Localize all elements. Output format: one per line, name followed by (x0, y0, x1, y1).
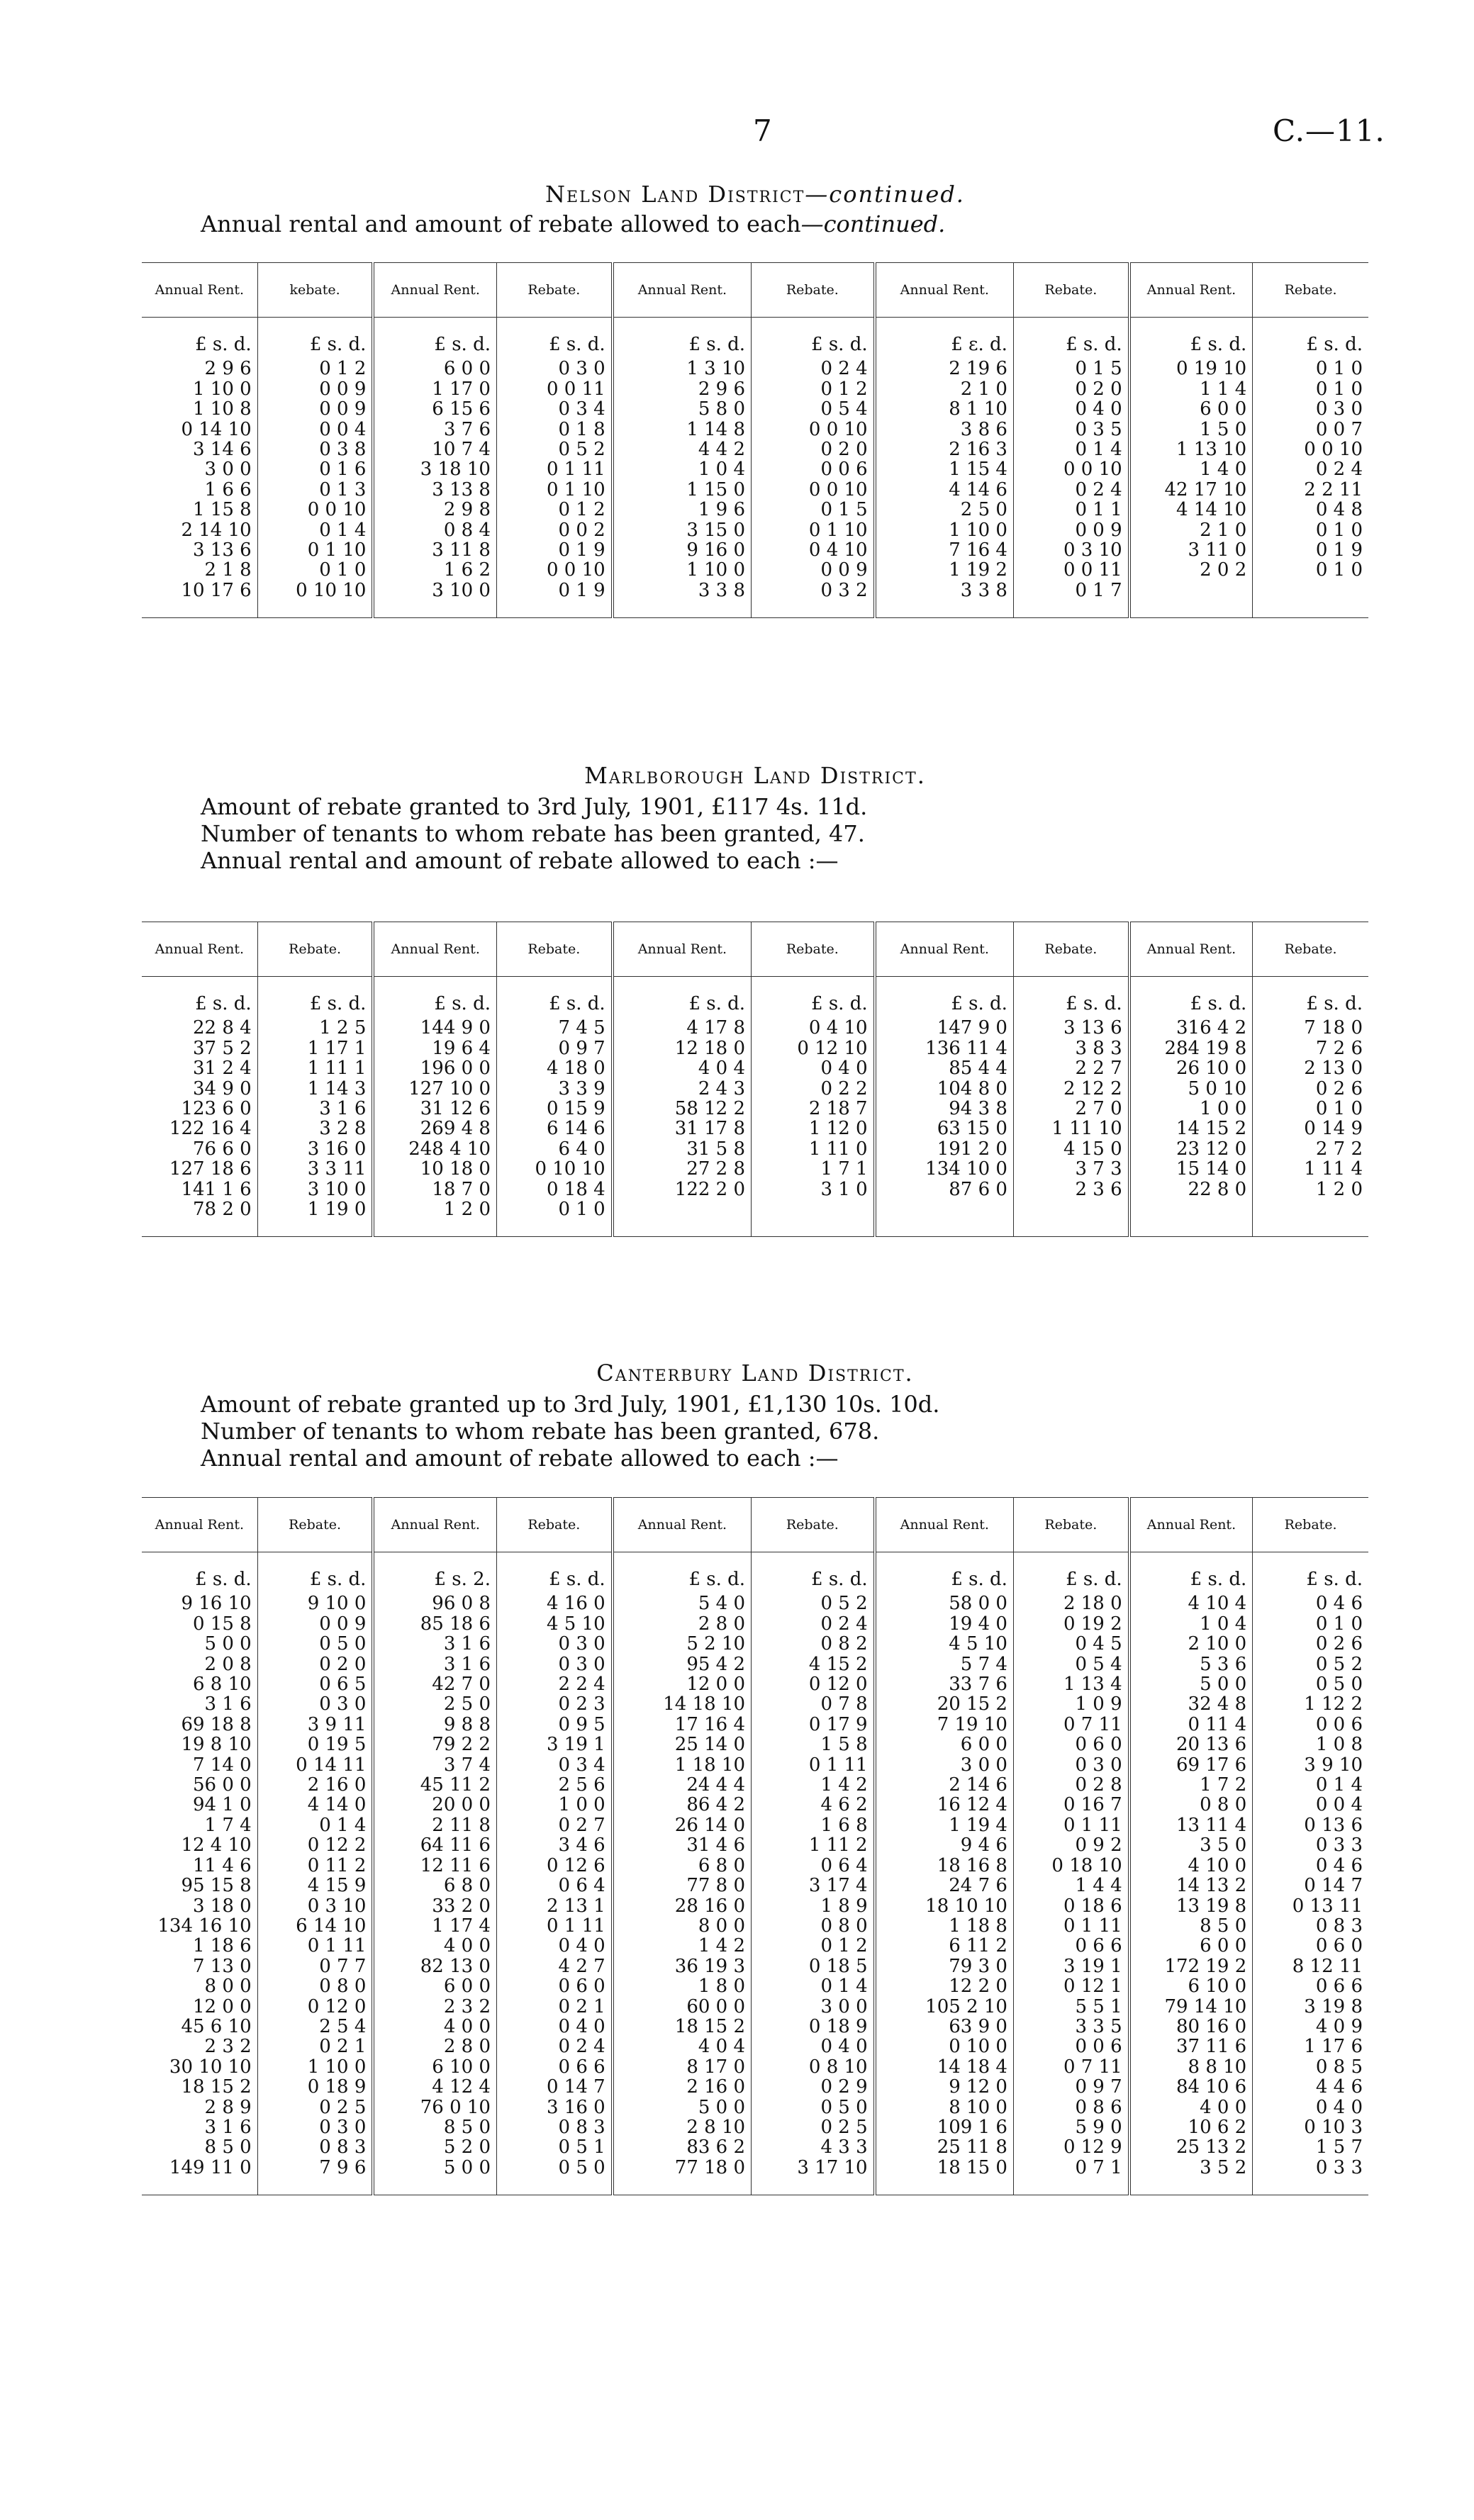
column-header: Rebate. (1253, 922, 1368, 977)
unit-label: £ s. d. (1253, 1552, 1368, 1590)
unit-label: £ s. d. (613, 318, 752, 355)
column-header: Annual Rent. (373, 263, 496, 318)
unit-label: £ s. d. (257, 977, 373, 1014)
column-header: Annual Rent. (142, 1498, 257, 1552)
unit-label: £ s. d. (752, 318, 875, 355)
nelson-table (142, 262, 1368, 618)
column-header: Rebate. (496, 1498, 612, 1552)
annual-rent-column: 96 0 8 85 18 6 3 1 6 3 1 6 42 7 0 2 5 0 9 8 8 79 2 2 3 7 4 45 11 2 20 0 0 2 11 8 64 11 6 12 11 6 6 8 0 33 2 0 1 17 4 4 0 0 82 13 0 6 0 0 2 3 2 4 0 0 2 8 0 6 10 0 4 12 4 76 0 10 8 5 0 5 2 0 5 0 0 (373, 1589, 496, 2195)
column-header: Rebate. (1013, 922, 1129, 977)
rebate-column: 0 4 10 0 12 10 0 4 0 0 2 2 2 18 7 1 12 0 1 11 0 1 7 1 3 1 0 (752, 1014, 875, 1237)
unit-label: £ s. d. (1253, 318, 1368, 355)
annual-rent-column: 5 4 0 2 8 0 5 2 10 95 4 2 12 0 0 14 18 10 17 16 4 25 14 0 1 18 10 24 4 4 86 4 2 26 14 0 31 4 6 6 8 0 77 8 0 28 16 0 8 0 0 1 4 2 36 19 3 1 8 0 60 0 0 18 15 2 4 0 4 8 17 0 2 16 0 5 0 0 2 8 10 83 6 2 77 18 0 (613, 1589, 752, 2195)
rebate-column: 4 16 0 4 5 10 0 3 0 0 3 0 2 2 4 0 2 3 0 9 5 3 19 1 0 3 4 2 5 6 1 0 0 0 2 7 3 4 6 0 12 6 0 6 4 2 13 1 0 1 11 0 4 0 4 2 7 0 6 0 0 2 1 0 4 0 0 2 4 0 6 6 0 14 7 3 16 0 0 8 3 0 5 1 0 5 0 (496, 1589, 612, 2195)
marlborough-line-2: Number of tenants to whom rebate has been granted, 47. (201, 820, 865, 847)
column-header: Rebate. (1253, 1498, 1368, 1552)
rebate-column: 0 1 0 0 1 0 0 3 0 0 0 7 0 0 10 0 2 4 2 2 11 0 4 8 0 1 0 0 1 9 0 1 0 (1253, 354, 1368, 617)
rebate-column: 7 4 5 0 9 7 4 18 0 3 3 9 0 15 9 6 14 6 6 4 0 0 10 10 0 18 4 0 1 0 (496, 1014, 612, 1237)
unit-label: £ s. d. (373, 318, 496, 355)
column-header: Annual Rent. (1129, 1498, 1253, 1552)
annual-rent-column: 4 17 8 12 18 0 4 0 4 2 4 3 58 12 2 31 17 8 31 5 8 27 2 8 122 2 0 (613, 1014, 752, 1237)
marlborough-heading (142, 762, 1368, 874)
unit-label: £ s. d. (1013, 1552, 1129, 1590)
unit-label: £ s. d. (496, 1552, 612, 1590)
nelson-subtitle: Annual rental and amount of rebate allowed to each—continued. (201, 211, 946, 237)
column-header: Annual Rent. (142, 263, 257, 318)
unit-label: £ s. d. (373, 977, 496, 1014)
annual-rent-column: 2 9 6 1 10 0 1 10 8 0 14 10 3 14 6 3 0 0 1 6 6 1 15 8 2 14 10 3 13 6 2 1 8 10 17 6 (142, 354, 257, 617)
unit-label: £ s. d. (257, 1552, 373, 1590)
annual-rent-column: 1 3 10 2 9 6 5 8 0 1 14 8 4 4 2 1 0 4 1 15 0 1 9 6 3 15 0 9 16 0 1 10 0 3 3 8 (613, 354, 752, 617)
unit-label: £ s. d. (1129, 1552, 1253, 1590)
column-header: Annual Rent. (875, 1498, 1014, 1552)
unit-label: £ s. d. (875, 1552, 1014, 1590)
annual-rent-column: 9 16 10 0 15 8 5 0 0 2 0 8 6 8 10 3 1 6 69 18 8 19 8 10 7 14 0 56 0 0 94 1 0 1 7 4 12 4 10 11 4 6 95 15 8 3 18 0 134 16 10 1 18 6 7 13 0 8 0 0 12 0 0 45 6 10 2 3 2 30 10 10 18 15 2 2 8 9 3 1 6 8 5 0 149 11 0 (142, 1589, 257, 2195)
page-code: C.—11. (1273, 113, 1385, 148)
column-header: kebate. (257, 263, 373, 318)
rebate-column: 0 3 0 0 0 11 0 3 4 0 1 8 0 5 2 0 1 11 0 1 10 0 1 2 0 0 2 0 1 9 0 0 10 0 1 9 (496, 354, 612, 617)
column-header: Rebate. (752, 1498, 875, 1552)
column-header: Rebate. (496, 263, 612, 318)
annual-rent-column: 6 0 0 1 17 0 6 15 6 3 7 6 10 7 4 3 18 10 3 13 8 2 9 8 0 8 4 3 11 8 1 6 2 3 10 0 (373, 354, 496, 617)
annual-rent-column: 58 0 0 19 4 0 4 5 10 5 7 4 33 7 6 20 15 2 7 19 10 6 0 0 3 0 0 2 14 6 16 12 4 1 19 4 9 4 6 18 16 8 24 7 6 18 10 10 1 18 8 6 11 2 79 3 0 12 2 0 105 2 10 63 9 0 0 10 0 14 18 4 9 12 0 8 10 0 109 1 6 25 11 8 18 15 0 (875, 1589, 1014, 2195)
unit-label: £ s. d. (195, 993, 252, 1014)
column-header: Annual Rent. (373, 1498, 496, 1552)
unit-label: £ s. d. (752, 977, 875, 1014)
column-header: Rebate. (752, 922, 875, 977)
column-header: Rebate. (1013, 1498, 1129, 1552)
rebate-column: 7 18 0 7 2 6 2 13 0 0 2 6 0 1 0 0 14 9 2 7 2 1 11 4 1 2 0 (1253, 1014, 1368, 1237)
unit-label: £ s. d. (195, 334, 252, 355)
marlborough-table (142, 922, 1368, 1237)
annual-rent-column: 316 4 2 284 19 8 26 10 0 5 0 10 1 0 0 14 15 2 23 12 0 15 14 0 22 8 0 (1129, 1014, 1253, 1237)
rebate-column: 0 5 2 0 2 4 0 8 2 4 15 2 0 12 0 0 7 8 0 17 9 1 5 8 0 1 11 1 4 2 4 6 2 1 6 8 1 11 2 0 6 4 3 17 4 1 8 9 0 8 0 0 1 2 0 18 5 0 1 4 3 0 0 0 18 9 0 4 0 0 8 10 0 2 9 0 5 0 0 2 5 4 3 3 3 17 10 (752, 1589, 875, 2195)
unit-label: £ s. d. (1253, 977, 1368, 1014)
unit-label: £ s. d. (1129, 318, 1253, 355)
canterbury-heading (142, 1360, 1368, 1472)
column-header: Rebate. (496, 922, 612, 977)
annual-rent-column: 147 9 0 136 11 4 85 4 4 104 8 0 94 3 8 63 15 0 191 2 0 134 10 0 87 6 0 (875, 1014, 1014, 1237)
rebate-column: 0 1 5 0 2 0 0 4 0 0 3 5 0 1 4 0 0 10 0 2 4 0 1 1 0 0 9 0 3 10 0 0 11 0 1 7 (1013, 354, 1129, 617)
unit-label: £ s. d. (613, 1552, 752, 1590)
column-header: Rebate. (1253, 263, 1368, 318)
rebate-column: 0 1 2 0 0 9 0 0 9 0 0 4 0 3 8 0 1 6 0 1 3 0 0 10 0 1 4 0 1 10 0 1 0 0 10 10 (257, 354, 373, 617)
unit-label: £ s. d. (752, 1552, 875, 1590)
annual-rent-column: 0 19 10 1 1 4 6 0 0 1 5 0 1 13 10 1 4 0 42 17 10 4 14 10 2 1 0 3 11 0 2 0 2 (1129, 354, 1253, 617)
column-header: Annual Rent. (613, 1498, 752, 1552)
nelson-title: Nelson Land District—continued. (545, 181, 965, 208)
marlborough-line-1: Amount of rebate granted to 3rd July, 1901, £117 4s. 11d. (201, 793, 868, 820)
column-header: Rebate. (752, 263, 875, 318)
canterbury-line-1: Amount of rebate granted up to 3rd July, 1901, £1,130 10s. 10d. (201, 1391, 940, 1418)
marlborough-title: Marlborough Land District. (584, 762, 926, 789)
annual-rent-column: 144 9 0 19 6 4 196 0 0 127 10 0 31 12 6 269 4 8 248 4 10 10 18 0 18 7 0 1 2 0 (373, 1014, 496, 1237)
rebate-column: 2 18 0 0 19 2 0 4 5 0 5 4 1 13 4 1 0 9 0 7 11 0 6 0 0 3 0 0 2 8 0 16 7 0 1 11 0 9 2 0 18 10 1 4 4 0 18 6 0 1 11 0 6 6 3 19 1 0 12 1 5 5 1 3 3 5 0 0 6 0 7 11 0 9 7 0 8 6 5 9 0 0 12 9 0 7 1 (1013, 1589, 1129, 2195)
rebate-column: 1 2 5 1 17 1 1 11 1 1 14 3 3 1 6 3 2 8 3 16 0 3 3 11 3 10 0 1 19 0 (257, 1014, 373, 1237)
nelson-heading (142, 181, 1368, 237)
annual-rent-column: 2 19 6 2 1 0 8 1 10 3 8 6 2 16 3 1 15 4 4 14 6 2 5 0 1 10 0 7 16 4 1 19 2 3 3 8 (875, 354, 1014, 617)
unit-label: £ s. d. (1013, 977, 1129, 1014)
column-header: Rebate. (1013, 263, 1129, 318)
annual-rent-column: 4 10 4 1 0 4 2 10 0 5 3 6 5 0 0 32 4 8 0 11 4 20 13 6 69 17 6 1 7 2 0 8 0 13 11 4 3 5 0 4 10 0 14 13 2 13 19 8 8 5 0 6 0 0 172 19 2 6 10 0 79 14 10 80 16 0 37 11 6 8 8 10 84 10 6 4 0 0 10 6 2 25 13 2 3 5 2 (1129, 1589, 1253, 2195)
canterbury-line-3: Annual rental and amount of rebate allowed to each :— (201, 1445, 839, 1472)
marlborough-line-3: Annual rental and amount of rebate allowed to each :— (201, 847, 839, 874)
unit-label: £ s. d. (496, 977, 612, 1014)
rebate-column: 0 2 4 0 1 2 0 5 4 0 0 10 0 2 0 0 0 6 0 0 10 0 1 5 0 1 10 0 4 10 0 0 9 0 3 2 (752, 354, 875, 617)
unit-label: £ s. d. (257, 318, 373, 355)
unit-label: £ s. d. (1013, 318, 1129, 355)
column-header: Rebate. (257, 922, 373, 977)
annual-rent-column: 22 8 4 37 5 2 31 2 4 34 9 0 123 6 0 122 16 4 76 6 0 127 18 6 141 1 6 78 2 0 (142, 1014, 257, 1237)
rebate-column: 9 10 0 0 0 9 0 5 0 0 2 0 0 6 5 0 3 0 3 9 11 0 19 5 0 14 11 2 16 0 4 14 0 0 1 4 0 12 2 0 11 2 4 15 9 0 3 10 6 14 10 0 1 11 0 7 7 0 8 0 0 12 0 2 5 4 0 2 1 1 10 0 0 18 9 0 2 5 0 3 0 0 8 3 7 9 6 (257, 1589, 373, 2195)
unit-label: £ s. d. (613, 977, 752, 1014)
page-number: 7 (753, 113, 772, 148)
unit-label: £ s. d. (496, 318, 612, 355)
unit-label: £ s. d. (1129, 977, 1253, 1014)
canterbury-title: Canterbury Land District. (596, 1360, 914, 1387)
column-header: Annual Rent. (613, 263, 752, 318)
unit-label: £ ɛ. d. (875, 318, 1014, 355)
column-header: Annual Rent. (142, 922, 257, 977)
rebate-column: 0 4 6 0 1 0 0 2 6 0 5 2 0 5 0 1 12 2 0 0 6 1 0 8 3 9 10 0 1 4 0 0 4 0 13 6 0 3 3 0 4 6 0 14 7 0 13 11 0 8 3 0 6 0 8 12 11 0 6 6 3 19 8 4 0 9 1 17 6 0 8 5 4 4 6 0 4 0 0 10 3 1 5 7 0 3 3 (1253, 1589, 1368, 2195)
unit-label: £ s. 2. (373, 1552, 496, 1590)
column-header: Annual Rent. (1129, 263, 1253, 318)
canterbury-table (142, 1497, 1368, 2195)
column-header: Annual Rent. (373, 922, 496, 977)
unit-label: £ s. d. (195, 1569, 252, 1590)
column-header: Annual Rent. (1129, 922, 1253, 977)
column-header: Annual Rent. (875, 263, 1014, 318)
canterbury-line-2: Number of tenants to whom rebate has been granted, 678. (201, 1418, 880, 1445)
column-header: Annual Rent. (875, 922, 1014, 977)
rebate-column: 3 13 6 3 8 3 2 2 7 2 12 2 2 7 0 1 11 10 4 15 0 3 7 3 2 3 6 (1013, 1014, 1129, 1237)
column-header: Annual Rent. (613, 922, 752, 977)
unit-label: £ s. d. (875, 977, 1014, 1014)
column-header: Rebate. (257, 1498, 373, 1552)
